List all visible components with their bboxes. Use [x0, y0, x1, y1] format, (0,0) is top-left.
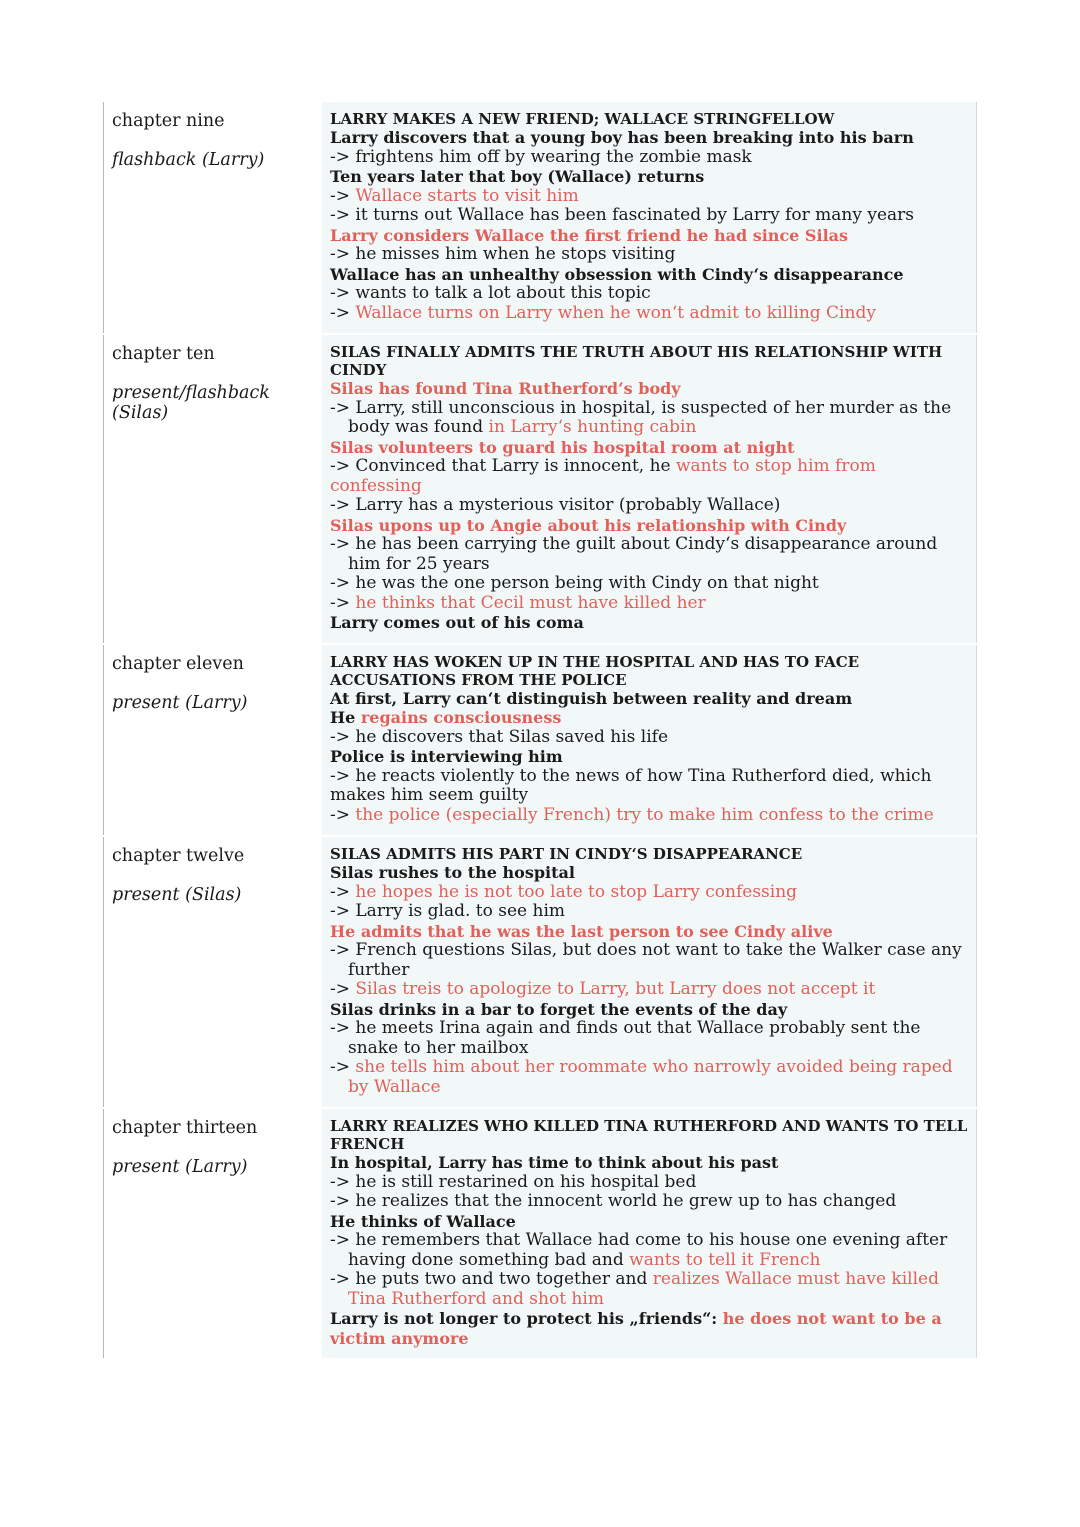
- summary-line: [330, 980, 968, 1000]
- summary-line: [330, 516, 968, 536]
- chapter-label: chapter twelve: [112, 846, 245, 866]
- chapter-label: chapter nine: [112, 111, 225, 131]
- chapter-summary-cell: [322, 644, 977, 837]
- narrative-mode: present (Larry): [112, 1157, 248, 1177]
- summary-text: -> it turns out Wallace has been fascinated by Larry for many years: [330, 205, 915, 225]
- summary-text: Silas rushes to the hospital: [330, 863, 575, 882]
- summary-text: SILAS ADMITS HIS PART IN CINDY‘S DISAPPEARANCE: [330, 845, 803, 863]
- summary-line: [330, 806, 968, 826]
- summary-line: [330, 922, 968, 942]
- summary-text: Ten years later that boy (Wallace) returns: [330, 167, 705, 186]
- highlight-text: wants to tell it French: [629, 1249, 821, 1270]
- summary-text: -> he discovers that Silas saved his life: [330, 726, 669, 747]
- highlight-text: He admits that he was the last person to see Cindy alive: [330, 921, 833, 941]
- summary-line: [330, 399, 968, 438]
- summary-text: In hospital, Larry has time to think about his past: [330, 1153, 779, 1172]
- summary-heading: [330, 845, 968, 863]
- narrative-mode: present (Larry): [112, 692, 248, 713]
- chapter-row: [104, 334, 977, 644]
- summary-line: [330, 941, 968, 980]
- summary-line: [330, 245, 968, 265]
- chapter-label: chapter thirteen: [112, 1118, 258, 1138]
- chapter-info-cell: [104, 334, 323, 644]
- summary-line: [330, 265, 968, 285]
- summary-line: [330, 574, 968, 594]
- summary-line: [330, 883, 968, 903]
- highlight-text: Wallace turns on Larry when he won‘t admit to killing Cindy: [355, 302, 876, 323]
- summary-line: [330, 457, 968, 496]
- summary-text: ->: [330, 592, 356, 613]
- summary-heading: [330, 1117, 968, 1153]
- summary-text: At first, Larry can‘t distinguish between reality and dream: [330, 688, 853, 708]
- summary-text: ->: [330, 979, 356, 999]
- highlight-text: wants to stop him from confessing: [330, 456, 876, 496]
- summary-heading: [330, 110, 968, 128]
- highlight-text: he thinks that Cecil must have killed her: [355, 592, 706, 613]
- summary-line: [330, 594, 968, 614]
- summary-text: Wallace has an unhealthy obsession with Cindy‘s disappearance: [330, 264, 904, 284]
- summary-text: -> Larry is glad. to see him: [330, 901, 566, 921]
- summary-line: [330, 1212, 968, 1232]
- summary-line: [330, 1019, 968, 1058]
- summary-line: [330, 1173, 968, 1193]
- chapter-summary-cell: [322, 334, 977, 644]
- summary-line: [330, 747, 968, 767]
- chapter-row: [104, 836, 977, 1108]
- chapter-summary-cell: [322, 1108, 977, 1359]
- summary-line: [330, 689, 968, 709]
- summary-line: [330, 304, 968, 324]
- summary-text: -> French questions Silas, but does not want to take the Walker case any further: [330, 940, 962, 980]
- chapter-label: chapter eleven: [112, 653, 244, 674]
- summary-line: [330, 1231, 968, 1270]
- summary-line: [330, 496, 968, 516]
- highlight-text: the police (especially French) try to make him confess to the crime: [355, 804, 934, 825]
- chapter-summary-table: [103, 102, 977, 1360]
- chapter-label: chapter ten: [112, 344, 215, 364]
- summary-text: He thinks of Wallace: [330, 1211, 516, 1231]
- narrative-mode: flashback (Larry): [112, 150, 265, 170]
- summary-text: LARRY MAKES A NEW FRIEND; WALLACE STRINGFELLOW: [330, 110, 835, 128]
- chapter-info-cell: [104, 1108, 323, 1359]
- summary-text: -> he reacts violently to the news of how Tina Rutherford died, which makes him seem guilty: [330, 765, 932, 805]
- chapter-info-cell: [104, 102, 323, 334]
- chapter-info-cell: [104, 644, 323, 837]
- summary-text: -> he puts two and two together and: [330, 1269, 653, 1289]
- summary-line: [330, 728, 968, 748]
- summary-text: SILAS FINALLY ADMITS THE TRUTH ABOUT HIS RELATIONSHIP WITH CINDY: [330, 343, 943, 379]
- summary-line: [330, 187, 968, 207]
- summary-text: Larry discovers that a young boy has been breaking into his barn: [330, 128, 914, 147]
- summary-text: Larry is not longer to protect his „friends“:: [330, 1309, 723, 1328]
- summary-text: He: [330, 708, 361, 727]
- summary-line: [330, 1192, 968, 1212]
- summary-text: ->: [330, 881, 356, 902]
- summary-line: [330, 167, 968, 187]
- summary-heading: [330, 653, 968, 689]
- chapter-row: [104, 1108, 977, 1359]
- summary-line: [330, 613, 968, 633]
- summary-line: [330, 148, 968, 168]
- summary-text: LARRY HAS WOKEN UP IN THE HOSPITAL AND HAS TO FACE ACCUSATIONS FROM THE POLICE: [330, 652, 860, 689]
- summary-text: Larry comes out of his coma: [330, 613, 584, 632]
- chapter-summary-cell: [322, 836, 977, 1108]
- summary-text: -> he misses him when he stops visiting: [330, 244, 676, 264]
- summary-text: ->: [330, 804, 356, 825]
- summary-text: -> he was the one person being with Cindy on that night: [330, 573, 819, 593]
- summary-line: [330, 226, 968, 246]
- summary-line: [330, 1309, 968, 1348]
- summary-text: ->: [330, 1057, 356, 1077]
- summary-heading: [330, 343, 968, 379]
- highlight-text: Silas volunteers to guard his hospital room at night: [330, 437, 795, 457]
- summary-text: -> Larry has a mysterious visitor (probably Wallace): [330, 495, 781, 515]
- chapter-info-cell: [104, 836, 323, 1108]
- chapter-row: [104, 644, 977, 837]
- narrative-mode: present (Silas): [112, 885, 242, 905]
- summary-text: ->: [330, 302, 356, 323]
- summary-line: [330, 1270, 968, 1309]
- summary-text: Police is interviewing him: [330, 747, 563, 766]
- highlight-text: Silas treis to apologize to Larry, but Larry does not accept it: [355, 979, 876, 999]
- highlight-text: regains consciousness: [360, 708, 562, 727]
- highlight-text: in Larry‘s hunting cabin: [488, 417, 697, 437]
- highlight-text: she tells him about her roommate who narrowly avoided being raped by Wallace: [348, 1057, 953, 1097]
- chapter-summary-cell: [322, 102, 977, 334]
- summary-line: [330, 206, 968, 226]
- summary-line: [330, 1153, 968, 1173]
- highlight-text: realizes Wallace must have killed Tina Rutherford and shot him: [348, 1269, 939, 1309]
- summary-text: -> wants to talk a lot about this topic: [330, 283, 651, 303]
- summary-line: [330, 535, 968, 574]
- summary-line: [330, 128, 968, 148]
- highlight-text: Silas has found Tina Rutherford‘s body: [330, 379, 681, 398]
- summary-text: Silas drinks in a bar to forget the events of the day: [330, 999, 788, 1019]
- summary-line: [330, 1000, 968, 1020]
- highlight-text: Silas upons up to Angie about his relationship with Cindy: [330, 515, 847, 535]
- summary-line: [330, 284, 968, 304]
- highlight-text: Wallace starts to visit him: [355, 185, 579, 206]
- chapter-row: [104, 102, 977, 334]
- summary-text: -> he realizes that the innocent world he grew up to has changed: [330, 1191, 897, 1211]
- summary-text: -> Larry, still unconscious in hospital, is suspected of her murder as the body was found: [330, 397, 952, 437]
- summary-line: [330, 708, 968, 728]
- summary-line: [330, 1058, 968, 1097]
- summary-text: -> he has been carrying the guilt about Cindy‘s disappearance around him for 25 years: [330, 534, 938, 574]
- summary-line: [330, 902, 968, 922]
- narrative-mode: present/flashback (Silas): [112, 383, 270, 423]
- summary-text: -> frightens him off by wearing the zombie mask: [330, 146, 752, 167]
- summary-text: -> he remembers that Wallace had come to his house one evening after having done something bad and: [330, 1230, 948, 1270]
- highlight-text: he hopes he is not too late to stop Larry confessing: [355, 881, 798, 902]
- highlight-text: he does not want to be a victim anymore: [330, 1309, 942, 1348]
- summary-line: [330, 863, 968, 883]
- summary-text: ->: [330, 185, 356, 206]
- summary-text: -> he is still restarined on his hospital bed: [330, 1171, 697, 1192]
- summary-line: [330, 438, 968, 458]
- summary-text: LARRY REALIZES WHO KILLED TINA RUTHERFORD AND WANTS TO TELL FRENCH: [330, 1117, 968, 1153]
- summary-line: [330, 767, 968, 806]
- summary-text: -> he meets Irina again and finds out that Wallace probably sent the snake to her mailbox: [330, 1018, 921, 1058]
- summary-line: [330, 379, 968, 399]
- highlight-text: Larry considers Wallace the first friend he had since Silas: [330, 225, 849, 245]
- summary-text: -> Convinced that Larry is innocent, he: [330, 456, 676, 476]
